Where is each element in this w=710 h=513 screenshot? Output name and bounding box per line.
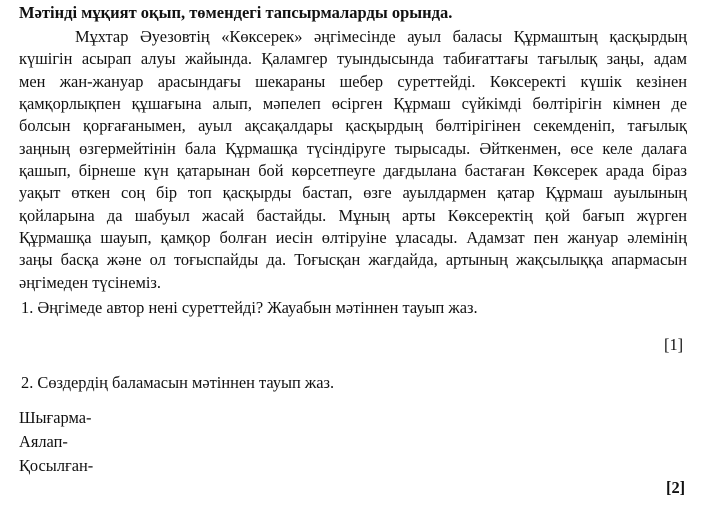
passage-line: мен жан-жануар арасындағы шекараны шебер суреттейді. Көксеректі күшік кезінен — [19, 71, 687, 91]
passage-line: Құрмашқа шауып, қамқор болған иесін өлтіруіне ұласады. Адамзат пен жануар әлемінің — [19, 228, 687, 248]
question-1: 1. Әңгімеде автор нені суреттейді? Жауабын мәтіннен тауып жаз. — [21, 298, 478, 317]
question-1-marks: [1] — [664, 335, 684, 354]
passage-line: әңгімеден түсінеміз. — [19, 272, 161, 292]
passage-line: күшігін асырап алуы жайында. Қаламгер туындысында табиғаттағы тағылық заңы, адам — [19, 49, 687, 69]
question-2: 2. Сөздердің баламасын мәтіннен тауып жаз. — [21, 373, 335, 392]
instruction-heading: Мәтінді мұқият оқып, төмендегі тапсырмаларды орында. — [19, 3, 453, 22]
question-2-marks: [2] — [666, 478, 686, 497]
passage-line: қойларына да шабуыл жасай бастайды. Мұның арты Көксеректің қой бағып жүрген — [19, 205, 687, 225]
passage-line: болсын қорғағанымен, ауыл ақсақалдары қасқырдың бөлтірігінен секемденіп, тағылық — [19, 116, 687, 136]
passage-line: қашып, бірнеше күн қатарынан бой көрсетпеуге дағдылана бастаған Көксерек арада біраз — [19, 161, 687, 181]
word-item: Шығарма- — [19, 408, 92, 427]
passage-line: қамқорлықпен құшағына алып, мәпелеп өсірген Құрмаш сүйкімді бөлтірігін кімнен де — [19, 94, 687, 114]
passage-line: заңы басқа және ол тоғыспайды да. Тоғысқан жағдайда, артының жақсылыққа апармасын — [19, 250, 687, 270]
passage-line: заңның өзгермейтінін бала Құрмашқа түсіндіруге тырысады. Әйткенмен, өсе келе далаға — [19, 138, 687, 158]
word-item: Аялап- — [19, 432, 68, 451]
reading-passage — [19, 26, 687, 294]
passage-line: Мұхтар Әуезовтің «Көксерек» әңгімесінде ауыл баласы Құрмаштың қасқырдың — [75, 27, 687, 46]
word-item: Қосылған- — [19, 456, 94, 475]
passage-line: уақыт өткен соң бір топ қасқырды бастап, өзге ауылдармен қатар Құрмаш ауылының — [19, 183, 687, 203]
